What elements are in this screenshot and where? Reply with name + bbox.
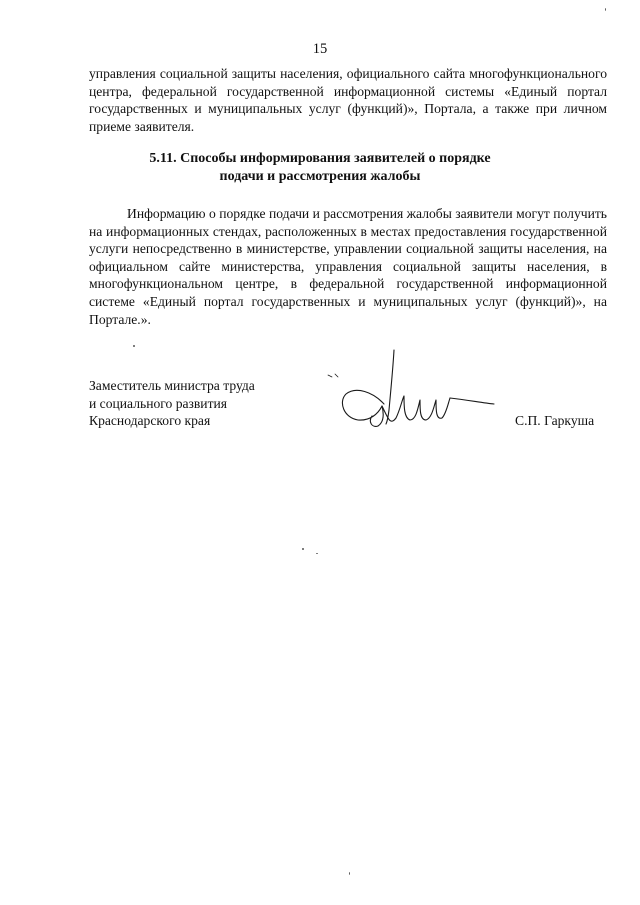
signatory-position-line-2: и социального развития	[89, 395, 228, 411]
signatory-position	[89, 377, 255, 430]
paragraph-main: Информацию о порядке подачи и рассмотрения жалобы заявители могут получить на информационных стендах, расположенных в местах предоставления государственной услуги непосредственно в министерстве, управлении социальной защиты населения, на официальном сайте министерства, управления социальной защиты населения, в многофункциональном центре, в федеральной государственной информационной системе «Единый портал государственных и муниципальных услуг (функций)», на Портале.».	[89, 206, 607, 327]
scan-speck	[133, 345, 135, 347]
scan-speck	[605, 8, 606, 11]
scan-speck	[349, 872, 350, 875]
signatory-name: С.П. Гаркуша	[515, 413, 595, 428]
page-number: 15	[312, 41, 328, 57]
paragraph-continuation: управления социальной защиты населения, официального сайта многофункционального центра, федеральной государственной информационной системы «Единый портал государственных и муниципальных услуг (функций)», Портала, а также при личном приеме заявителя.	[89, 66, 607, 134]
signatory-position-line-3: Краснодарского края	[89, 413, 211, 429]
section-heading	[0, 150, 640, 185]
signatory-position-line-1: Заместитель министра труда	[89, 378, 255, 393]
scan-speck	[302, 548, 304, 550]
scan-speck	[316, 553, 318, 554]
handwritten-signature	[318, 348, 518, 438]
section-heading-line-2: подачи и рассмотрения жалобы	[219, 168, 421, 184]
section-heading-line-1: 5.11. Способы информирования заявителей о порядке	[149, 151, 491, 166]
